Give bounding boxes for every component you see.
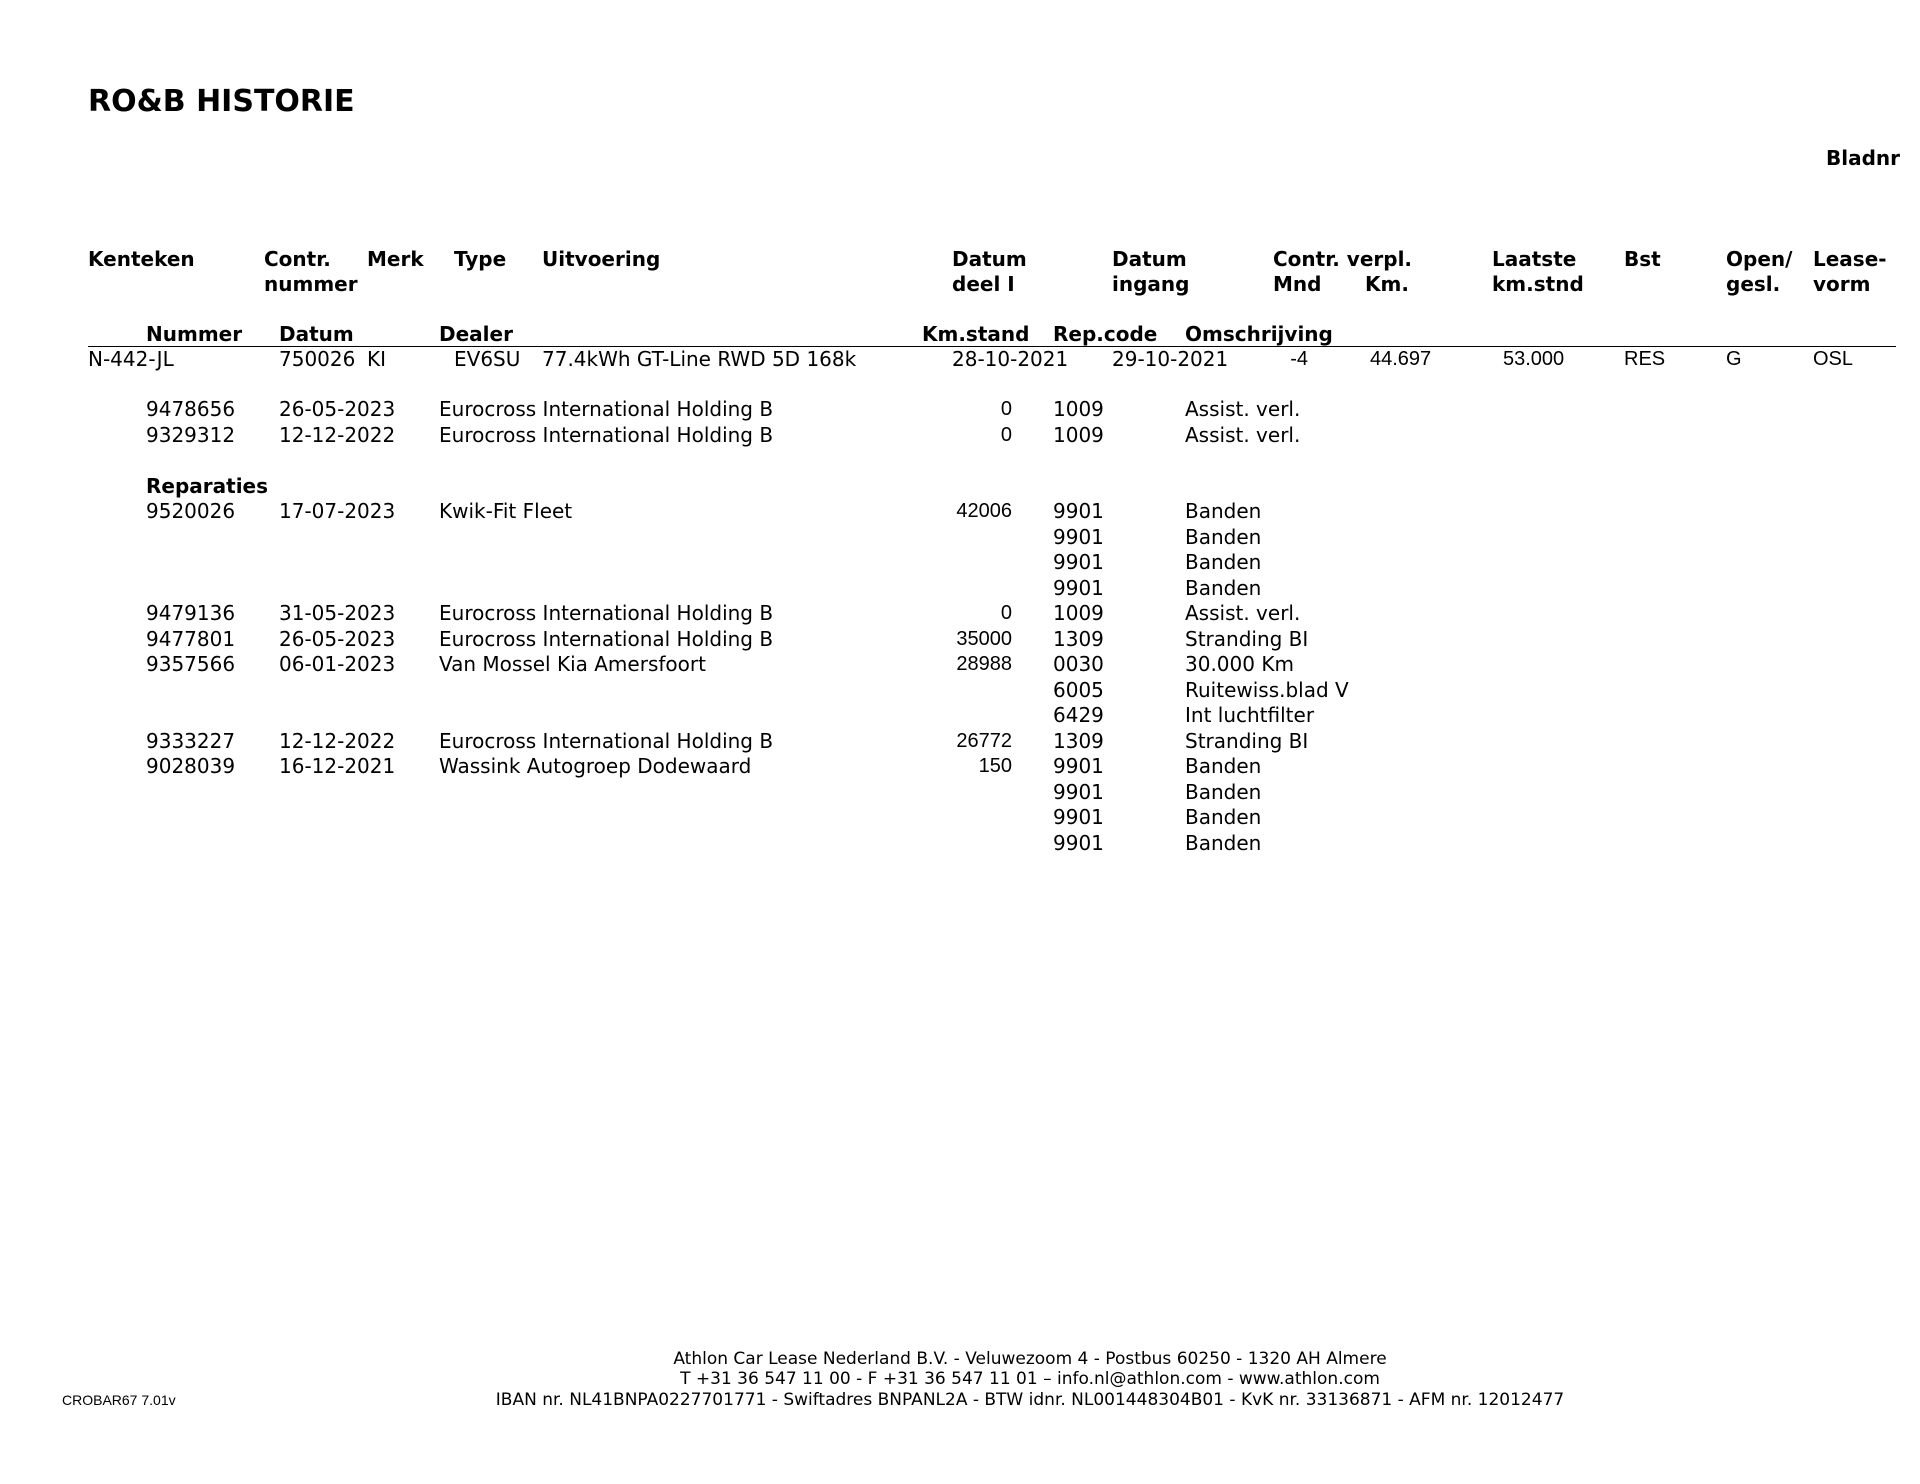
row-omschrijving: Ruitewiss.blad V — [1185, 677, 1349, 702]
row-kmstand: 0 — [1000, 398, 1012, 420]
header-type: Type — [454, 247, 507, 271]
row-repcode: 1009 — [1053, 397, 1104, 421]
row-datum: 26-05-2023 — [279, 397, 396, 421]
header-datum-deel — [952, 247, 1027, 297]
header-lease — [1813, 247, 1887, 297]
row-repcode: 9901 — [1053, 524, 1104, 549]
header-laatste-line2: km.stnd — [1492, 272, 1584, 296]
row-repcode: 6005 — [1053, 677, 1104, 702]
row-omschrijving: Banden — [1185, 575, 1262, 600]
vehicle-kenteken: N-442-JL — [88, 347, 174, 371]
row-repcode: 9901 — [1053, 830, 1104, 855]
reparaties-label: Reparaties — [146, 474, 269, 498]
row-kmstand: 35000 — [956, 627, 1012, 650]
row-datum: 12-12-2022 — [279, 422, 396, 447]
subheader-omschrijving: Omschrijving — [1185, 322, 1333, 346]
row-repcode: 9901 — [1053, 754, 1104, 778]
footer-bank: IBAN nr. NL41BNPA0227701771 - Swiftadres BNPANL2A - BTW idnr. NL001448304B01 - KvK nr. 33136871 - AFM nr. 12012477 — [495, 1390, 1565, 1410]
row-repcode: 9901 — [1053, 550, 1104, 574]
vehicle-type: EV6SU — [454, 347, 521, 371]
row-nummer: 9477801 — [146, 626, 236, 651]
header-laatste-line1: Laatste — [1492, 247, 1577, 271]
row-omschrijving: Int luchtfilter — [1185, 703, 1315, 727]
row-dealer: Eurocross International Holding B — [439, 601, 774, 625]
row-datum: 16-12-2021 — [279, 754, 396, 778]
row-omschrijving: Banden — [1185, 754, 1262, 778]
vehicle-laatste: 53.000 — [1503, 348, 1565, 370]
row-dealer: Wassink Autogroep Dodewaard — [439, 754, 752, 778]
header-open — [1726, 247, 1792, 297]
row-omschrijving: Banden — [1185, 830, 1262, 855]
row-nummer: 9520026 — [146, 499, 236, 523]
header-contr-line1: Contr. — [264, 247, 331, 271]
header-mnd: Mnd — [1273, 272, 1322, 296]
row-datum: 12-12-2022 — [279, 728, 396, 753]
row-kmstand: 150 — [978, 755, 1012, 777]
row-repcode: 9901 — [1053, 805, 1104, 829]
form-code: CROBAR67 7.01v — [62, 1392, 176, 1408]
row-omschrijving: Banden — [1185, 550, 1262, 574]
subheader-nummer: Nummer — [146, 322, 243, 346]
header-datum-ingang — [1112, 247, 1189, 297]
row-nummer: 9478656 — [146, 397, 236, 421]
header-open-line1: Open/ — [1726, 247, 1793, 271]
row-dealer: Eurocross International Holding B — [439, 422, 774, 447]
vehicle-bst: RES — [1624, 348, 1666, 370]
header-open-line2: gesl. — [1726, 272, 1781, 296]
row-repcode: 1009 — [1053, 601, 1104, 625]
row-repcode: 1309 — [1053, 626, 1104, 651]
row-omschrijving: Assist. verl. — [1185, 397, 1301, 421]
row-omschrijving: Assist. verl. — [1185, 422, 1301, 447]
row-dealer: Eurocross International Holding B — [439, 397, 774, 421]
vehicle-uitvoering: 77.4kWh GT-Line RWD 5D 168k — [542, 347, 857, 371]
footer-address: Athlon Car Lease Nederland B.V. - Veluwezoom 4 - Postbus 60250 - 1320 AH Almere — [673, 1349, 1387, 1369]
row-dealer: Kwik-Fit Fleet — [439, 499, 573, 523]
row-omschrijving: 30.000 Km — [1185, 652, 1294, 676]
row-repcode: 1309 — [1053, 728, 1104, 753]
header-kenteken: Kenteken — [88, 247, 195, 271]
vehicle-lease: OSL — [1813, 348, 1854, 370]
row-datum: 26-05-2023 — [279, 626, 396, 651]
row-omschrijving: Stranding BI — [1185, 626, 1309, 651]
header-lease-line1: Lease- — [1813, 247, 1887, 271]
header-contr-nummer — [264, 247, 358, 297]
subheader-dealer: Dealer — [439, 322, 513, 346]
subheader-kmstand: Km.stand — [922, 322, 1030, 346]
row-repcode: 9901 — [1053, 779, 1104, 804]
vehicle-open: G — [1726, 348, 1742, 370]
vehicle-datum-deel: 28-10-2021 — [952, 347, 1069, 371]
vehicle-contract: 750026 — [279, 347, 356, 371]
vehicle-km: 44.697 — [1370, 348, 1432, 370]
subheader-datum: Datum — [279, 322, 354, 346]
header-uitvoering: Uitvoering — [542, 247, 661, 271]
header-lease-line2: vorm — [1813, 272, 1871, 296]
header-bst: Bst — [1624, 247, 1661, 271]
row-dealer: Eurocross International Holding B — [439, 728, 774, 753]
row-kmstand: 28988 — [956, 653, 1012, 675]
vehicle-datum-ingang: 29-10-2021 — [1112, 347, 1229, 371]
header-laatste — [1492, 247, 1584, 297]
header-datum-ingang-line1: Datum — [1112, 247, 1187, 271]
header-km: Km. — [1365, 272, 1409, 296]
row-nummer: 9357566 — [146, 652, 236, 676]
bladnr-label: Bladnr — [1825, 146, 1900, 170]
row-repcode: 0030 — [1053, 652, 1104, 676]
row-repcode: 9901 — [1053, 575, 1104, 600]
header-datum-deel-line1: Datum — [952, 247, 1027, 271]
row-kmstand: 26772 — [956, 729, 1012, 752]
row-kmstand: 0 — [1000, 602, 1012, 624]
header-contr-verpl: Contr. verpl. — [1273, 247, 1413, 271]
row-repcode: 6429 — [1053, 703, 1104, 727]
row-repcode: 1009 — [1053, 422, 1104, 447]
row-nummer: 9333227 — [146, 728, 236, 753]
row-omschrijving: Banden — [1185, 805, 1262, 829]
row-kmstand: 0 — [1000, 423, 1012, 446]
row-dealer: Van Mossel Kia Amersfoort — [439, 652, 706, 676]
row-nummer: 9329312 — [146, 422, 236, 447]
row-omschrijving: Assist. verl. — [1185, 601, 1301, 625]
footer-contact: T +31 36 547 11 00 - F +31 36 547 11 01 – info.nl@athlon.com - www.athlon.com — [680, 1369, 1380, 1389]
row-repcode: 9901 — [1053, 499, 1104, 523]
row-datum: 17-07-2023 — [279, 499, 396, 523]
vehicle-mnd: -4 — [1290, 348, 1308, 370]
row-omschrijving: Banden — [1185, 779, 1262, 804]
row-nummer: 9479136 — [146, 601, 236, 625]
header-datum-ingang-line2: ingang — [1112, 272, 1190, 296]
row-kmstand: 42006 — [956, 500, 1012, 522]
row-datum: 06-01-2023 — [279, 652, 396, 676]
row-dealer: Eurocross International Holding B — [439, 626, 774, 651]
row-nummer: 9028039 — [146, 754, 236, 778]
vehicle-merk: KI — [367, 347, 387, 371]
page-title: RO&B HISTORIE — [88, 84, 355, 119]
row-datum: 31-05-2023 — [279, 601, 396, 625]
row-omschrijving: Banden — [1185, 499, 1262, 523]
row-omschrijving: Banden — [1185, 524, 1262, 549]
row-omschrijving: Stranding BI — [1185, 728, 1309, 753]
subheader-repcode: Rep.code — [1053, 322, 1158, 346]
header-contr-line2: nummer — [264, 272, 358, 296]
header-datum-deel-line2: deel I — [952, 272, 1015, 296]
header-merk: Merk — [367, 247, 424, 271]
